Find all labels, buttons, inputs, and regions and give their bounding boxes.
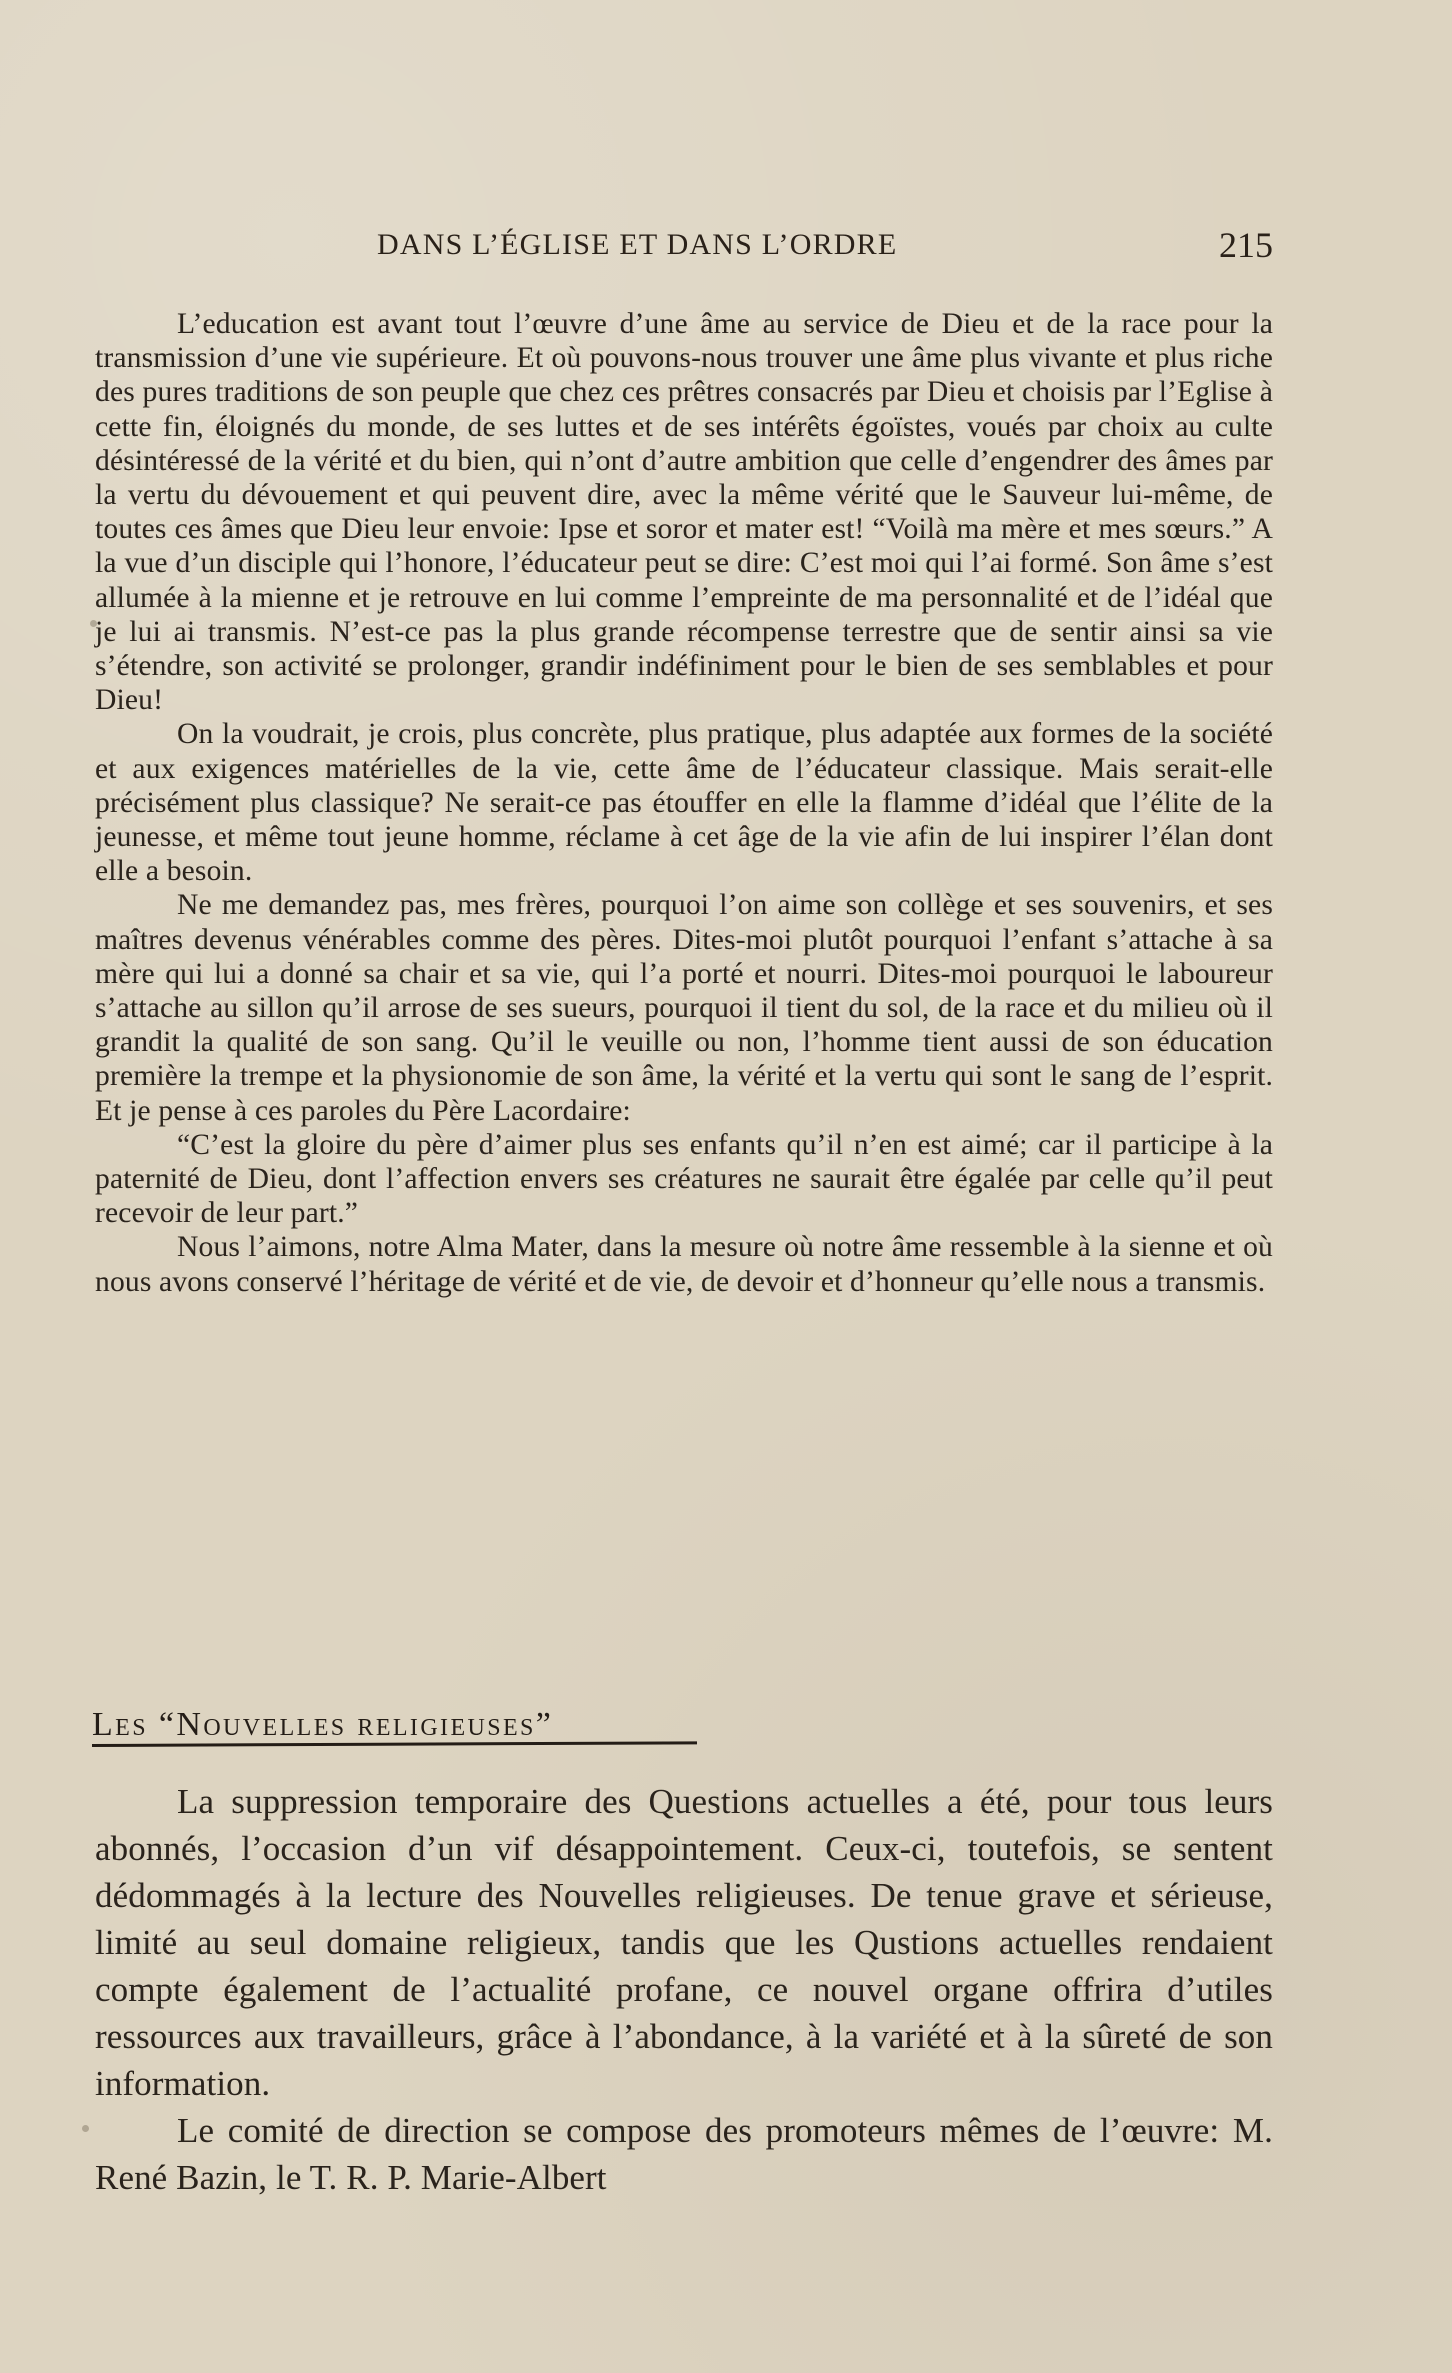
page-header: [95, 225, 1273, 268]
paragraph-3: Ne me demandez pas, mes frères, pourquoi l’on aime son collège et ses souvenirs, et ses maîtres devenus vénérables comme des pères. Dites-moi plutôt pourquoi l’enfant s’attache à sa mère qui lui a donné sa chair et sa vie, qui l’a porté et nourri. Dites-moi pourquoi le laboureur s’attache au sillon qu’il arrose de ses sueurs, pourquoi il tient du sol, de la race et du milieu où il grandit la qualité de son sang. Qu’il le veuille ou non, l’homme tient aussi de son éducation première la trempe et la physionomie de son âme, la vérité et la vertu qui sont le sang de l’esprit. Et je pense à ces paroles du Père Lacordaire:: [95, 889, 1273, 1127]
paragraph-6: La suppression temporaire des Questions actuelles a été, pour tous leurs abonnés, l’occasion d’un vif désappointement. Ceux-ci, toutefois, se sentent dédommagés à la lecture des Nouvelles religieuses. De tenue grave et sérieuse, limité au seul domaine religieux, tandis que les Qustions actuelles rendaient compte également de l’actualité profane, ce nouvel organe offrira d’utiles ressources aux travailleurs, grâce à l’abondance, à la variété et à la sûreté de son information.: [95, 1782, 1273, 2103]
body-text-upper: [95, 307, 1273, 1299]
print-speck: [82, 2125, 89, 2132]
paragraph-1: L’education est avant tout l’œuvre d’une âme au service de Dieu et de la race pour la transmission d’une vie supérieure. Et où pouvons-nous trouver une âme plus vivante et plus riche des pures traditions de son peuple que chez ces prêtres consacrés par Dieu et choisis par l’Eglise à cette fin, éloignés du monde, de ses luttes et de ses intérêts égoïstes, voués par choix au culte désintéressé de la vérité et du bien, qui n’ont d’autre ambition que celle d’engendrer des âmes par la vertu du dévouement et qui peuvent dire, avec la même vérité que le Sauveur lui-même, de toutes ces âmes que Dieu leur envoie: Ipse et soror et mater est! “Voilà ma mère et mes sœurs.” A la vue d’un disciple qui l’honore, l’éducateur peut se dire: C’est moi qui l’ai formé. Son âme s’est allumée à la mienne et je retrouve en lui comme l’empreinte de ma personnalité et de l’idéal que je lui ai transmis. N’est-ce pas la plus grande récompense terrestre que de sentir ainsi sa vie s’étendre, son activité se prolonger, grandir indéfiniment pour le bien de ses semblables et pour Dieu!: [95, 308, 1273, 717]
page-number: 215: [1219, 225, 1273, 265]
print-speck: [90, 620, 97, 627]
body-text-lower: [95, 1778, 1273, 2201]
paragraph-4: “C’est la gloire du père d’aimer plus ses enfants qu’il n’en est aimé; car il participe à la paternité de Dieu, dont l’affection envers ses créatures ne saurait être égalée par celle qu’il peut recevoir de leur part.”: [95, 1128, 1273, 1230]
paragraph-5: Nous l’aimons, notre Alma Mater, dans la mesure où notre âme ressemble à la sienne et où nous avons conservé l’héritage de vérité et de vie, de devoir et d’honneur qu’elle nous a transmis.: [95, 1231, 1273, 1298]
paragraph-2: On la voudrait, je crois, plus concrète, plus pratique, plus adaptée aux formes de la société et aux exigences matérielles de la vie, cette âme de l’éducateur classique. Mais serait-elle précisément plus classique? Ne serait-ce pas étouffer en elle la flamme d’idéal que l’élite de la jeunesse, et même tout jeune homme, réclame à cet âge de la vie afin de lui inspirer l’élan dont elle a besoin.: [95, 718, 1273, 888]
section-heading: [92, 1706, 712, 1752]
paragraph-7: Le comité de direction se compose des promoteurs mêmes de l’œuvre: M. René Bazin, le T. R. P. Marie-Albert: [95, 2111, 1273, 2197]
running-head: DANS L’ÉGLISE ET DANS L’ORDRE: [377, 228, 898, 261]
section-title: Les “Nouvelles religieuses”: [92, 1706, 554, 1743]
